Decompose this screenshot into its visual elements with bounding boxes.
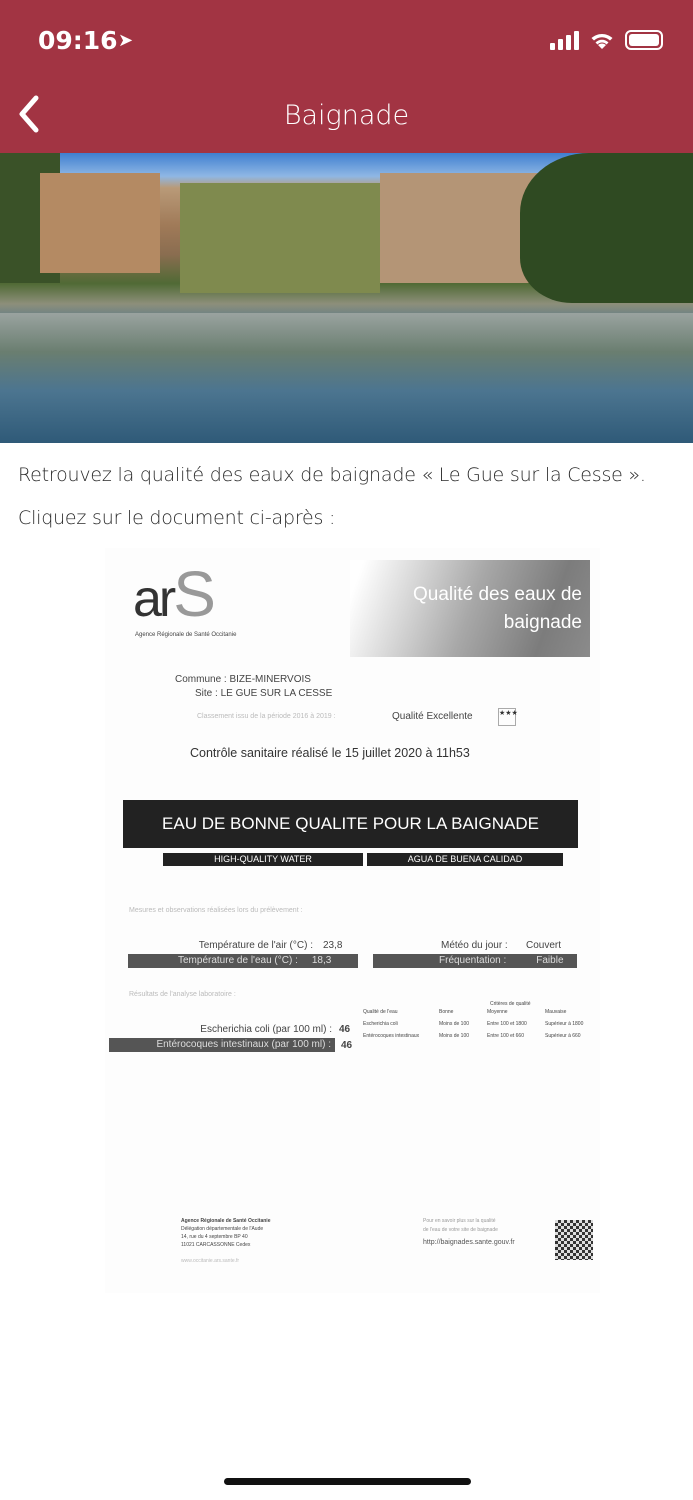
hero-photo <box>0 153 693 443</box>
signal-icon <box>550 31 579 50</box>
location-arrow-icon: ➤ <box>118 30 134 50</box>
freq-label: Fréquentation : <box>439 955 507 966</box>
ecoli-label: Escherichia coli (par 100 ml) : <box>200 1024 332 1035</box>
water-quality-document[interactable] <box>105 548 600 1293</box>
criteria-header: Mauvaise <box>545 1009 567 1015</box>
qr-code-icon <box>555 1220 593 1260</box>
entero-label: Entérocoques intestinaux (par 100 ml) : <box>156 1039 331 1050</box>
wifi-icon <box>589 30 615 50</box>
entero-value: 46 <box>341 1040 353 1051</box>
entero-row <box>109 1038 335 1052</box>
criteria-cell: Entérocoques intestinaux <box>363 1032 420 1039</box>
status-icons <box>550 30 663 50</box>
site: Site : LE GUE SUR LA CESSE <box>195 688 333 699</box>
classement-value: Qualité Excellente <box>392 711 473 722</box>
frequentation-row <box>373 954 577 968</box>
criteria-title: Critères de qualité <box>490 1001 531 1007</box>
stars-icon: ★★★ <box>498 708 516 726</box>
status-time: 09:16 <box>38 26 118 55</box>
footer-address: 14, rue du 4 septembre BP 40 <box>181 1234 248 1240</box>
temp-eau-value: 18,3 <box>311 955 332 966</box>
commune: Commune : BIZE-MINERVOIS <box>175 674 311 685</box>
criteria-header: Qualité de l'eau <box>363 1009 398 1015</box>
page-title: Baignade <box>283 100 410 131</box>
criteria-cell: Moins de 100 <box>439 1020 470 1027</box>
mesures-title: Mesures et observations réalisées lors du prélèvement : <box>129 907 303 914</box>
footer-web: www.occitanie.ars.sante.fr <box>181 1258 240 1264</box>
criteria-cell: Escherichia coli <box>363 1020 398 1027</box>
banner-line2: baignade <box>503 612 582 633</box>
verdict-en: HIGH-QUALITY WATER <box>163 853 363 866</box>
classement-label: Classement issu de la période 2016 à 2019 : <box>197 713 336 720</box>
instruction-text: Cliquez sur le document ci-après : <box>18 507 336 529</box>
footer-address: 11021 CARCASSONNE Cedex <box>181 1242 251 1248</box>
app-header <box>0 0 693 153</box>
ars-logo: arS <box>133 558 213 630</box>
footer-url: http://baignades.sante.gouv.fr <box>423 1239 515 1246</box>
battery-icon <box>625 30 663 50</box>
criteria-cell: Entre 100 et 660 <box>487 1032 524 1039</box>
footer-info: Pour en savoir plus sur la qualité <box>423 1218 496 1224</box>
criteria-cell: Entre 100 et 1800 <box>487 1020 527 1027</box>
logo-sub: Agence Régionale de Santé Occitanie <box>135 632 237 638</box>
freq-value: Faible <box>536 955 564 966</box>
temp-air-label: Température de l'air (°C) : <box>198 940 313 951</box>
temp-eau-row <box>128 954 358 968</box>
banner-line1: Qualité des eaux de <box>412 584 582 605</box>
criteria-cell: Supérieur à 660 <box>545 1032 581 1039</box>
meteo-label: Météo du jour : <box>441 940 508 951</box>
temp-eau-label: Température de l'eau (°C) : <box>178 955 298 966</box>
footer-address: Agence Régionale de Santé Occitanie <box>181 1218 271 1224</box>
controle-date: Contrôle sanitaire réalisé le 15 juillet 2020 à 11h53 <box>190 746 470 760</box>
intro-text: Retrouvez la qualité des eaux de baignade « Le Gue sur la Cesse ». <box>18 464 646 486</box>
doc-banner <box>350 560 590 657</box>
criteria-header: Bonne <box>439 1009 454 1015</box>
home-indicator[interactable] <box>224 1478 471 1485</box>
criteria-cell: Supérieur à 1800 <box>545 1020 584 1027</box>
footer-address: Délégation départementale de l'Aude <box>181 1226 264 1232</box>
resultats-title: Résultats de l'analyse laboratoire : <box>129 991 236 998</box>
verdict-banner: EAU DE BONNE QUALITE POUR LA BAIGNADE <box>123 800 578 848</box>
verdict-es: AGUA DE BUENA CALIDAD <box>367 853 563 866</box>
meteo-value: Couvert <box>526 940 562 951</box>
criteria-header: Moyenne <box>487 1009 508 1015</box>
temp-air-value: 23,8 <box>323 940 343 951</box>
footer-info: de l'eau de votre site de baignade <box>423 1227 498 1233</box>
ecoli-value: 46 <box>339 1024 351 1035</box>
criteria-cell: Moins de 100 <box>439 1032 470 1039</box>
criteria-table <box>363 1010 597 1039</box>
